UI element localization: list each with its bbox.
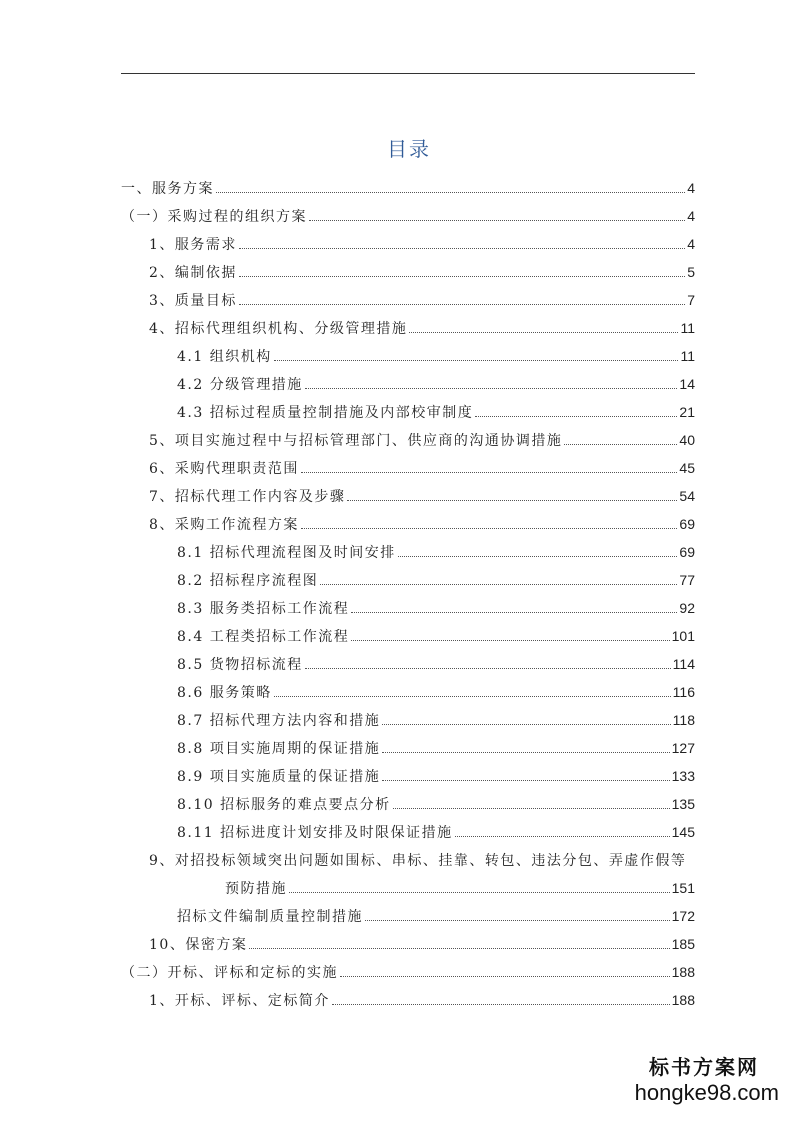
toc-entry-page: 114 [672,656,695,672]
toc-dot-leader [305,378,678,390]
toc-dot-leader [351,630,669,642]
toc-dot-leader [409,322,678,334]
toc-entry[interactable] [121,454,695,482]
toc-entry[interactable] [121,426,695,454]
toc-entry-label: 1、开标、评标、定标简介 [149,993,330,1009]
toc-entry-label: 6、采购代理职责范围 [149,461,299,477]
toc-entry[interactable] [121,790,695,818]
table-of-contents [121,174,695,1014]
toc-entry-page: 69 [679,544,695,560]
toc-entry-wrapped-line2[interactable] [121,874,695,902]
toc-entry[interactable] [121,594,695,622]
watermark [635,1051,779,1106]
toc-entry-page: 54 [679,488,695,504]
toc-dot-leader [216,182,685,194]
toc-entry-label: 5、项目实施过程中与招标管理部门、供应商的沟通协调措施 [149,433,563,449]
toc-dot-leader [239,238,685,250]
toc-dot-leader [398,546,678,558]
toc-entry-page: 133 [671,768,695,784]
toc-entry-label: 8.5 货物招标流程 [177,657,303,673]
toc-entry[interactable] [121,678,695,706]
toc-entry-label: 8.8 项目实施周期的保证措施 [177,741,381,757]
toc-entry-page: 45 [679,460,695,476]
watermark-url: hongke98.com [634,1080,779,1105]
toc-dot-leader [274,686,671,698]
toc-entry-label: 8.6 服务策略 [177,685,272,701]
toc-entry-label: 10、保密方案 [149,937,248,953]
toc-entry[interactable] [121,202,695,230]
toc-dot-leader [564,434,677,446]
toc-dot-leader [347,490,677,502]
toc-entry[interactable] [121,958,695,986]
toc-entry-label: 4.2 分级管理措施 [177,377,303,393]
toc-entry[interactable] [121,902,695,930]
toc-entry-page: 4 [687,208,695,224]
toc-dot-leader [305,658,671,670]
toc-entry-page: 5 [687,264,695,280]
toc-entry[interactable] [121,510,695,538]
toc-entry-wrapped-line1[interactable]: 9、对招投标领域突出问题如围标、串标、挂靠、转包、违法分包、弄虚作假等 [149,853,687,869]
toc-entry[interactable] [121,398,695,426]
toc-entry[interactable] [121,230,695,258]
toc-title: 目录 [387,137,431,161]
toc-entry[interactable] [121,818,695,846]
toc-entry[interactable] [121,986,695,1014]
toc-entry[interactable] [121,286,695,314]
toc-dot-leader [239,266,685,278]
toc-entry-page: 185 [671,936,695,952]
toc-dot-leader [309,210,685,222]
toc-dot-leader [351,602,677,614]
toc-entry[interactable] [121,258,695,286]
toc-entry[interactable] [121,538,695,566]
toc-dot-leader [249,938,669,950]
toc-entry-page: 116 [672,684,695,700]
toc-entry-page: 69 [679,516,695,532]
toc-entry-page: 172 [671,908,695,924]
toc-entry-page: 7 [687,292,695,308]
toc-dot-leader [382,770,669,782]
toc-dot-leader [475,406,677,418]
toc-entry-label: 预防措施 [225,881,287,897]
toc-entry[interactable] [121,482,695,510]
toc-entry[interactable] [121,706,695,734]
toc-entry-page: 21 [679,404,695,420]
toc-entry-page: 151 [671,880,695,896]
toc-entry-label: 8.7 招标代理方法内容和措施 [177,713,381,729]
toc-entry[interactable] [121,930,695,958]
toc-dot-leader [274,350,679,362]
toc-entry-page: 188 [671,992,695,1008]
toc-dot-leader [382,714,670,726]
toc-entry-page: 4 [687,180,695,196]
toc-entry[interactable] [121,370,695,398]
toc-entry[interactable] [121,566,695,594]
toc-dot-leader [455,826,670,838]
toc-entry-page: 135 [671,796,695,812]
toc-entry-label: 8.3 服务类招标工作流程 [177,601,350,617]
toc-dot-leader [365,910,670,922]
toc-entry[interactable] [121,314,695,342]
toc-entry-page: 127 [671,740,695,756]
header-rule [121,73,695,74]
toc-dot-leader [332,994,670,1006]
toc-entry-label: 8、采购工作流程方案 [149,517,299,533]
toc-entry-label: （二）开标、评标和定标的实施 [121,965,338,981]
toc-entry-label: （一）采购过程的组织方案 [121,209,307,225]
toc-entry-label: 8.9 项目实施质量的保证措施 [177,769,381,785]
toc-entry-page: 118 [672,712,695,728]
toc-entry-label: 8.1 招标代理流程图及时间安排 [177,545,396,561]
toc-entry-label: 4.1 组织机构 [177,349,272,365]
toc-dot-leader [382,742,669,754]
toc-entry-label: 一、服务方案 [121,181,214,197]
toc-dot-leader [320,574,677,586]
toc-entry-page: 40 [679,432,695,448]
toc-dot-leader [393,798,670,810]
toc-entry[interactable] [121,734,695,762]
toc-entry-page: 4 [687,236,695,252]
toc-entry-page: 188 [671,964,695,980]
watermark-site-name: 标书方案网 [649,1055,759,1079]
toc-entry-label: 7、招标代理工作内容及步骤 [149,489,346,505]
toc-dot-leader [301,518,678,530]
toc-entry-label: 4、招标代理组织机构、分级管理措施 [149,321,408,337]
toc-entry[interactable] [121,650,695,678]
toc-entry[interactable] [121,342,695,370]
toc-entry-label: 2、编制依据 [149,265,237,281]
toc-entry-page: 11 [680,348,695,364]
toc-entry-label: 4.3 招标过程质量控制措施及内部校审制度 [177,405,474,421]
toc-dot-leader [340,966,670,978]
toc-entry-label: 8.2 招标程序流程图 [177,573,319,589]
toc-entry-page: 14 [679,376,695,392]
toc-entry[interactable] [121,762,695,790]
toc-entry-label: 8.10 招标服务的难点要点分析 [177,797,391,813]
toc-entry-label: 招标文件编制质量控制措施 [177,909,363,925]
toc-entry-page: 77 [679,572,695,588]
toc-dot-leader [301,462,678,474]
toc-dot-leader [289,882,670,894]
toc-entry-page: 101 [671,628,695,644]
toc-entry-label: 3、质量目标 [149,293,237,309]
toc-entry[interactable] [121,622,695,650]
toc-entry-page: 11 [680,320,695,336]
toc-entry-page: 145 [671,824,695,840]
toc-entry[interactable] [121,174,695,202]
toc-entry-label: 1、服务需求 [149,237,237,253]
toc-entry-label: 8.4 工程类招标工作流程 [177,629,350,645]
toc-dot-leader [239,294,685,306]
toc-entry-label: 8.11 招标进度计划安排及时限保证措施 [177,825,453,841]
toc-entry-page: 92 [679,600,695,616]
